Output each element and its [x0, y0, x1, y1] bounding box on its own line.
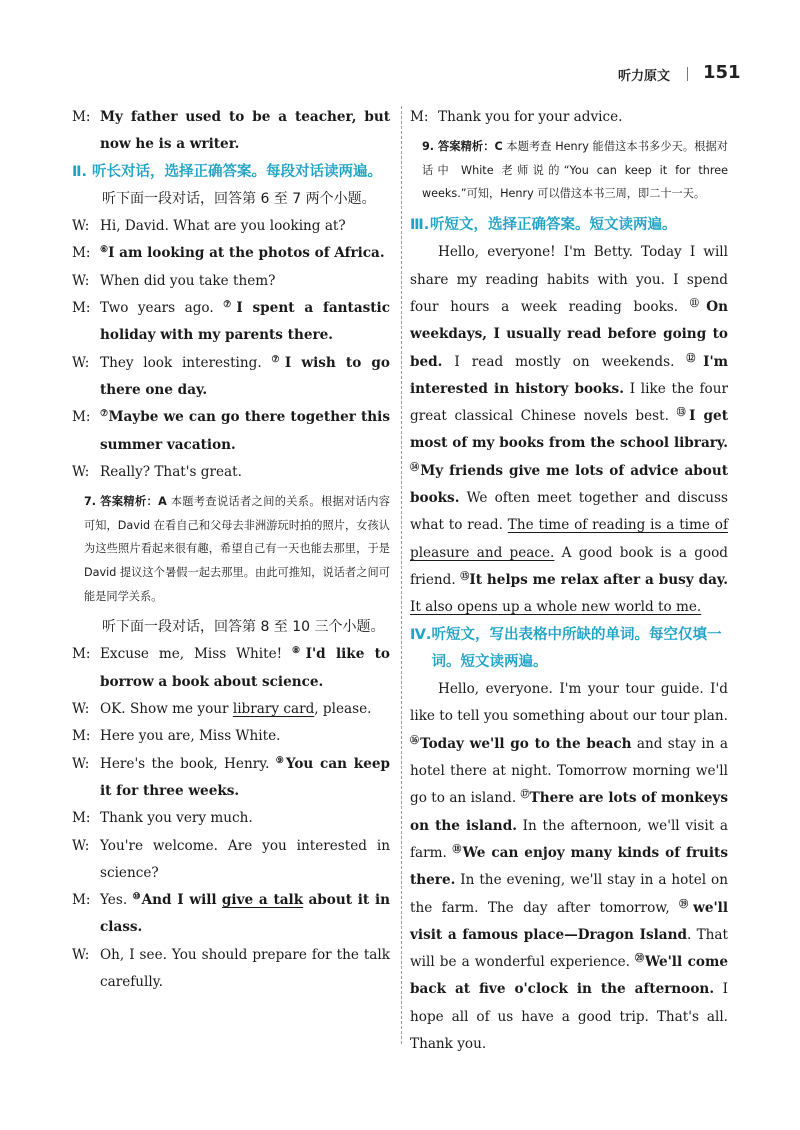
- right-column: [410, 104, 728, 1058]
- dialogue-line: M: Two years ago. ⑦I spent a fantastic holiday with my parents there.: [72, 300, 391, 344]
- speaker: M:: [72, 109, 91, 125]
- section-label: 听力原文: [618, 69, 671, 84]
- dialogue-line: W: Hi, David. What are you looking at?: [72, 218, 346, 235]
- section-3-heading: Ⅲ. 听短文，选择正确答案。短文读两遍。: [410, 217, 677, 234]
- dialogue-line: M: Yes. ⑩And I will give a talk about it in class.: [72, 892, 390, 936]
- dialogue-line: [72, 104, 390, 159]
- answer-analysis-9: 9. 答案精析：C 本题考查 Henry 能借这本书多少天。根据对话中 White 老师说的“You can keep it for three weeks.”可知，Henry 可以借这本书三周，即二十一天。: [422, 140, 728, 201]
- dialogue-line: M: Thank you for your advice.: [410, 109, 623, 125]
- dialogue-line: W: You're welcome. Are you interested in science?: [72, 837, 390, 881]
- dialogue-line: W: They look interesting. ⑦I wish to go there one day.: [72, 354, 390, 398]
- dialogue-line: W: When did you take them?: [72, 272, 276, 289]
- dialogue-intro-2: 听下面一段对话，回答第 8 至 10 三个小题。: [102, 619, 385, 636]
- dialogue-line: W: OK. Show me your library card, please.: [72, 701, 372, 718]
- dialogue-line: M: ⑥I am looking at the photos of Africa.: [72, 245, 385, 262]
- passage-reading-habits: Hello, everyone! I'm Betty. Today I will share my reading habits with you. I spend four hours a week reading books. ⑪On weekdays, I usually read before going to bed. I read mostly on weekends. ⑫I'm interested in history books. I like the four great classical Chinese novels best. ⑬I get most of my books from the school library. ⑭My friends give me lots of advice about books. We often meet together and discuss what to read. The time of reading is a time of pleasure and peace. A good book is a good friend. ⑮It helps me relax after a busy day. It also opens up a whole new world to me.: [410, 244, 729, 616]
- dialogue-line: M: ⑦Maybe we can go there together this summer vacation.: [72, 409, 390, 453]
- dialogue-line: W: Really? That's great.: [72, 463, 242, 480]
- page-header: [0, 62, 800, 86]
- passage-tour-plan: Hello, everyone. I'm your tour guide. I'd like to tell you something about our tour plan. ⑯Today we'll go to the beach and stay in a hotel there at night. Tomorrow morning we'll go to an island. ⑰There are lots of monkeys on the island. In the afternoon, we'll visit a farm. ⑱We can enjoy many kinds of fruits there. In the evening, we'll stay in a hotel on the farm. The day after tomorrow, ⑲we'll visit a famous place—Dragon Island. That will be a wonderful experience. ⑳We'll come back at five o'clock in the afternoon. I hope all of us have a good trip. That's all. Thank you.: [410, 681, 729, 1052]
- dialogue-line: W: Here's the book, Henry. ⑨You can keep it for three weeks.: [72, 755, 390, 799]
- dialogue-intro-1: 听下面一段对话，回答第 6 至 7 两个小题。: [102, 190, 376, 207]
- page-number: 151: [703, 62, 741, 83]
- left-column: [72, 104, 390, 996]
- dialogue-line: W: Oh, I see. You should prepare for the talk carefully.: [72, 946, 390, 990]
- column-divider: [401, 106, 402, 1044]
- answer-analysis-7: 7. 答案精析：A 本题考查说话者之间的关系。根据对话内容可知，David 在看自己和父母去非洲游玩时拍的照片，女孩认为这些照片看起来很有趣，希望自己有一天也能去那里，于是 David 提议这个暑假一起去那里。由此可推知，说话者之间可能是同学关系。: [84, 495, 390, 603]
- dialogue-line: M: Thank you very much.: [72, 810, 253, 827]
- dialogue-line: M: Here you are, Miss White.: [72, 728, 281, 745]
- line-text: My father used to be a teacher, but now he is a writer.: [100, 109, 390, 153]
- header-separator: [687, 67, 688, 81]
- section-2-heading: Ⅱ. 听长对话，选择正确答案。每段对话读两遍。: [72, 163, 382, 180]
- dialogue-line: M: Excuse me, Miss White! ⑧I'd like to borrow a book about science.: [72, 646, 391, 690]
- section-4-heading: Ⅳ. 听短文，写出表格中所缺的单词。每空仅填一词。短文读两遍。: [410, 626, 722, 670]
